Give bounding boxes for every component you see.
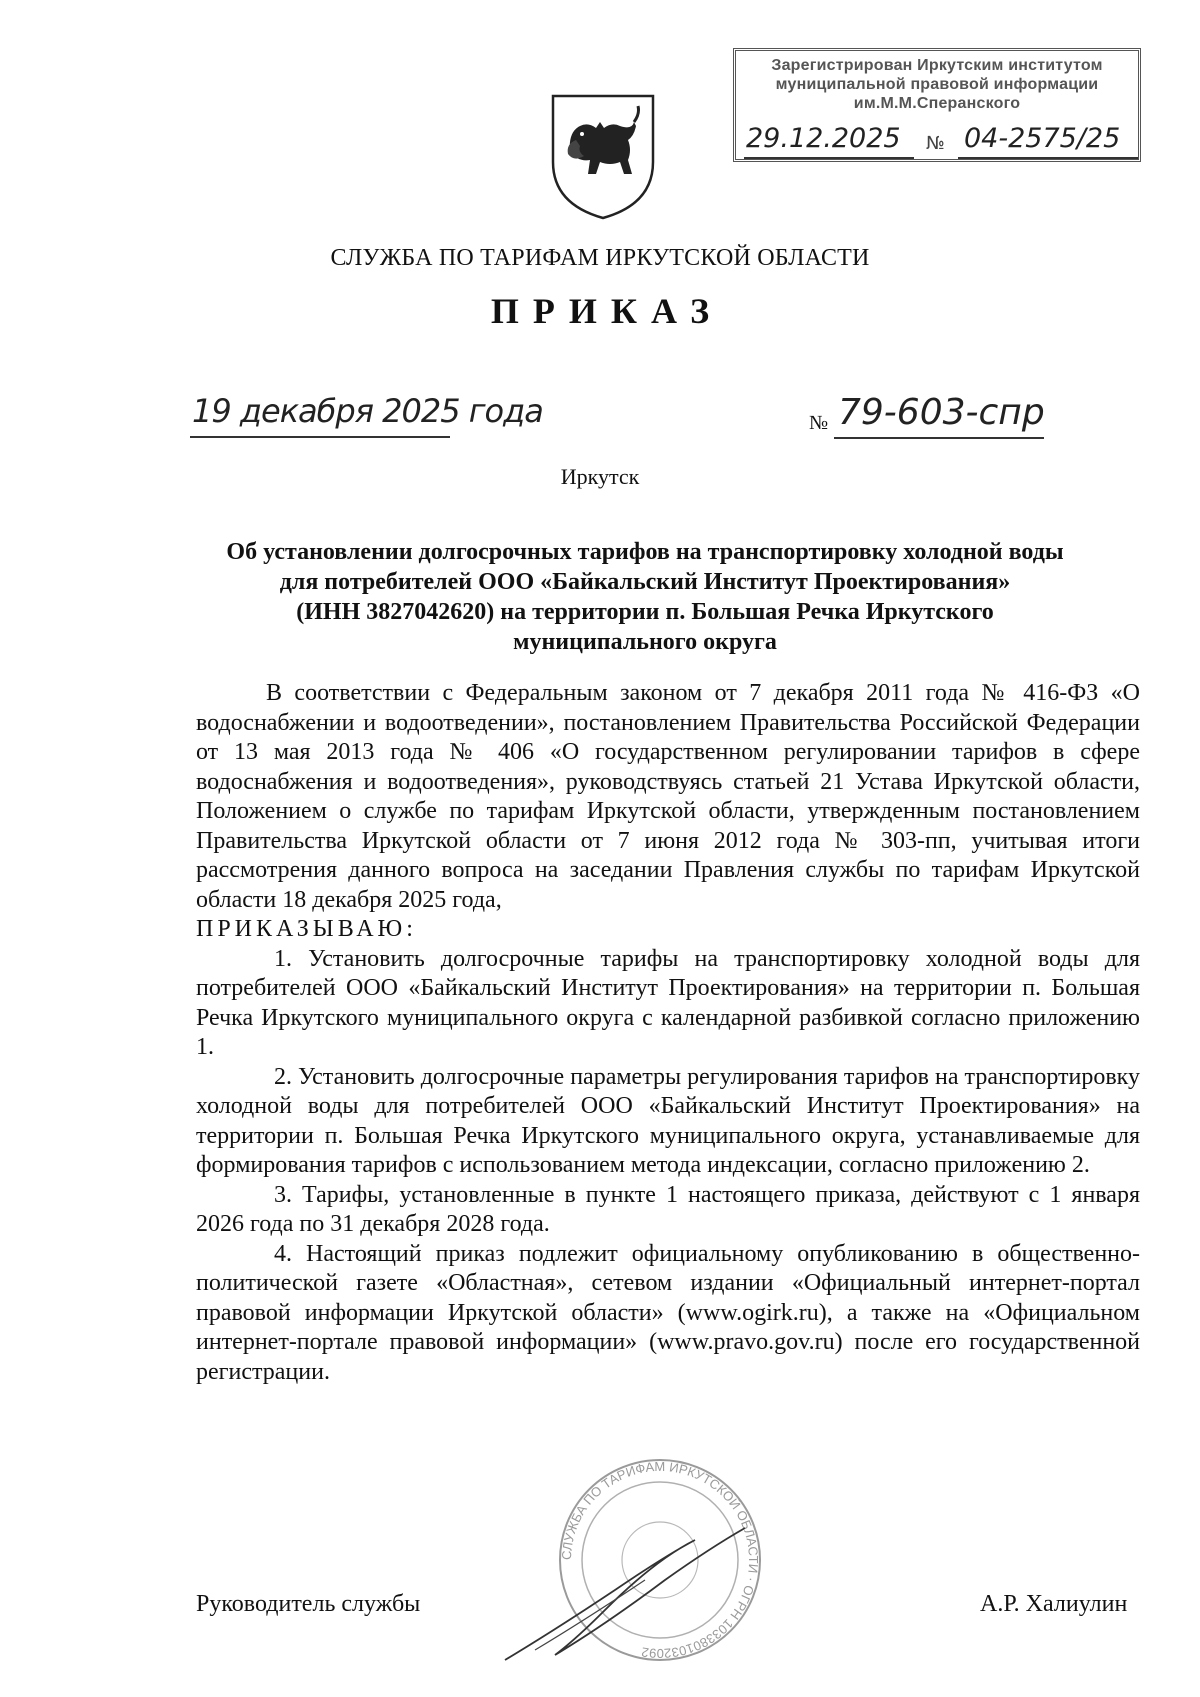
order-word: ПРИКАЗЫВАЮ: (196, 916, 417, 942)
signatory-title: Руководитель службы (196, 1591, 421, 1617)
document-heading (180, 537, 1110, 657)
registration-stamp-line: Зарегистрирован Иркутским институтом (771, 57, 1103, 74)
city: Иркутск (560, 464, 640, 489)
registration-date: 29.12.2025 (746, 123, 901, 154)
registration-stamp-line: муниципальной правовой информации (775, 76, 1099, 93)
registration-number-underline (958, 157, 1138, 159)
order-item: 2. Установить долгосрочные параметры регулирования тарифов на транспортировку холодной воды для потребителей ООО «Байкальский Институт Проектирования» на территории п. Большая Речка Иркутского муниципального округа, устанавливаемые для формирования тарифов с использованием метода индексации, согласно приложению 2. (196, 1063, 1140, 1178)
registration-number-sign: № (926, 133, 945, 154)
organization-name: СЛУЖБА ПО ТАРИФАМ ИРКУТСКОЙ ОБЛАСТИ (330, 245, 870, 271)
document-number: 79-603-спр (838, 392, 1045, 433)
heading-line: (ИНН 3827042620) на территории п. Большая Речка Иркутского (296, 599, 994, 625)
registration-stamp (733, 48, 1141, 162)
number-sign: № (809, 412, 829, 434)
round-seal-text: СЛУЖБА ПО ТАРИФАМ ИРКУТСКОЙ ОБЛАСТИ · ОГРН 1033801032092 (558, 1458, 762, 1662)
preamble-paragraph: В соответствии с Федеральным законом от 7 декабря 2011 года № 416-ФЗ «О водоснабжении и водоотведении», постановлением Правительства Российской Федерации от 13 мая 2013 года № 406 «О государственном регулировании тарифов в сфере водоснабжения и водоотведения», руководствуясь статьей 21 Устава Иркутской области, Положением о службе по тарифам Иркутской области, утвержденным постановлением Правительства Иркутской области от 7 июня 2012 года № 303-пп, учитывая итоги рассмотрения данного вопроса на заседании Правления службы по тарифам Иркутской области 18 декабря 2025 года, (196, 680, 1140, 913)
document-type: ПРИКАЗ (490, 291, 724, 331)
registration-stamp-line: им.М.М.Сперанского (853, 95, 1021, 112)
heading-line: Об установлении долгосрочных тарифов на транспортировку холодной воды (226, 539, 1064, 565)
handwritten-signature (495, 1520, 755, 1670)
order-item: 1. Установить долгосрочные тарифы на транспортировку холодной воды для потребителей ООО «Байкальский Институт Проектирования» на территории п. Большая Речка Иркутского муниципального округа с календарной разбивкой согласно приложению 1. (196, 945, 1140, 1060)
order-item: 3. Тарифы, установленные в пункте 1 настоящего приказа, действуют с 1 января 2026 года по 31 декабря 2028 года. (196, 1181, 1140, 1237)
document-body (196, 679, 1140, 1387)
number-underline (834, 437, 1044, 439)
heading-line: для потребителей ООО «Байкальский Институт Проектирования» (279, 569, 1011, 595)
irkutsk-coat-of-arms-icon (548, 92, 658, 220)
order-item: 4. Настоящий приказ подлежит официальному опубликованию в общественно-политической газете «Областная», сетевом издании «Официальный интернет-портал правовой информации Иркутской области» (www.ogirk.ru), а также на «Официальном интернет-портале правовой информации» (www.pravo.gov.ru) после его государственной регистрации. (196, 1240, 1140, 1385)
date-underline (190, 436, 450, 438)
signatory-name: А.Р. Халиулин (980, 1591, 1128, 1617)
registration-date-underline (744, 157, 914, 159)
heading-line: муниципального округа (513, 629, 777, 655)
registration-number: 04-2575/25 (964, 123, 1121, 154)
document-date: 19 декабря 2025 года (192, 392, 543, 430)
